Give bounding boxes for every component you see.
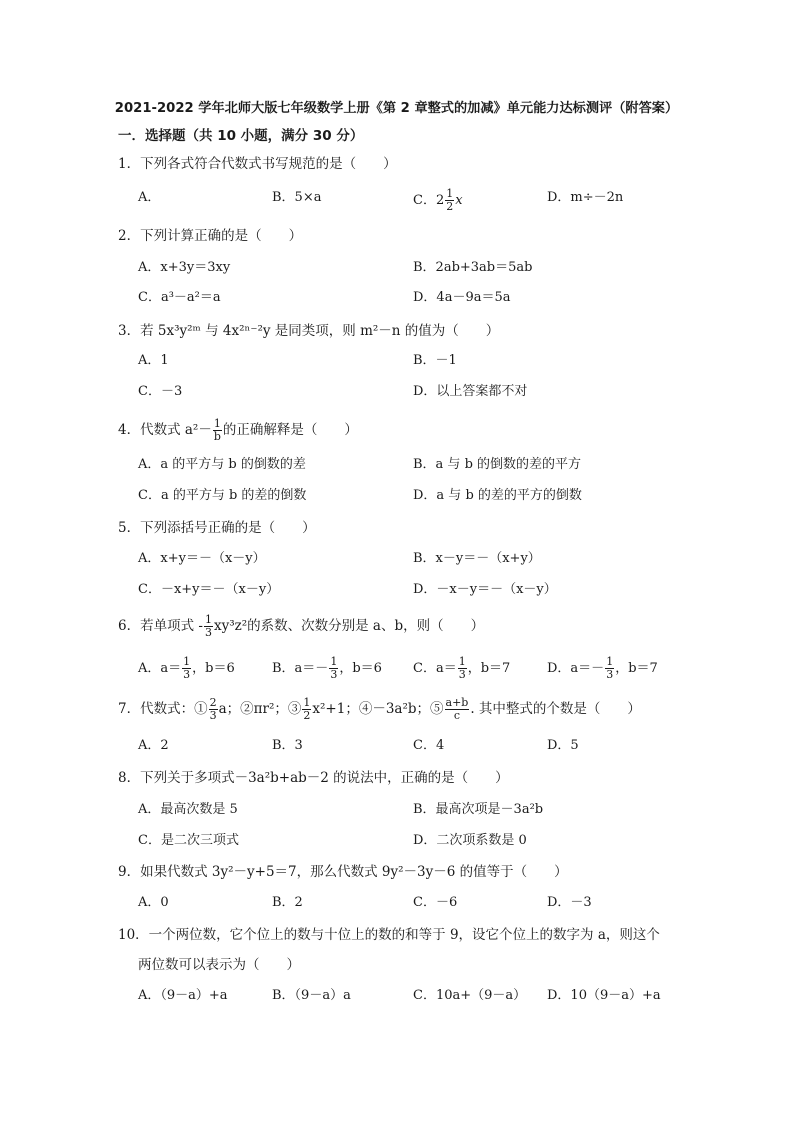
q5-option-a: A．x+y＝－（x－y） — [138, 551, 266, 566]
q10-option-b: B．（9－a）a — [272, 988, 351, 1003]
q6-option-a: A．a＝ $\frac{1}{3}$ ，b＝6 — [138, 655, 235, 681]
question-2-stem: 2．下列计算正确的是（ ） — [118, 228, 303, 244]
q6-option-c: C．a＝ $\frac{1}{3}$ ，b＝7 — [413, 655, 511, 681]
q1-option-b: B．5×a — [272, 190, 322, 205]
q5-option-d: D．－x－y＝－（x－y） — [413, 582, 557, 597]
question-1-stem: 1．下列各式符合代数式书写规范的是（ ） — [118, 156, 397, 172]
q6-option-d: D．a＝－ $\frac{1}{3}$ ，b＝7 — [547, 655, 658, 681]
q2-option-a: A．x+3y＝3xy — [138, 260, 231, 275]
q5-option-b: B．x－y＝－（x+y） — [413, 551, 541, 566]
q9-option-b: B．2 — [272, 895, 303, 910]
q3-option-a: A．1 — [138, 353, 169, 368]
question-9-stem: 9．如果代数式 3y²－y+5＝7，那么代数式 9y²－3y－6 的值等于（ ） — [118, 864, 568, 880]
q7-option-b: B．3 — [272, 738, 303, 753]
q4-option-d: D．a 与 b 的差的平方的倒数 — [413, 488, 582, 503]
q10-option-c: C．10a+（9－a） — [413, 988, 527, 1003]
q2-option-b: B．2ab+3ab＝5ab — [413, 260, 533, 275]
q2-option-d: D．4a－9a＝5a — [413, 290, 511, 305]
question-3-stem: 3．若 5x³y²ᵐ 与 4x²ⁿ⁻²y 是同类项，则 m²－n 的值为（ ） — [118, 323, 500, 339]
q3-option-d: D．以上答案都不对 — [413, 384, 528, 399]
q6-option-b: B．a＝－ $\frac{1}{3}$ ，b＝6 — [272, 655, 382, 681]
question-4-stem: 4．代数式 a²－ $\frac{1}{b}$ 的正确解释是（ ） — [118, 417, 358, 443]
question-10-stem-line2: 两位数可以表示为（ ） — [138, 957, 300, 973]
q9-option-a: A．0 — [138, 895, 169, 910]
question-7-stem: 7．代数式：① $\frac{2}{3}$ a；②πr²；③ $\frac{1}{2}$ x²+1；④－3a²b；⑤ $\frac{a+b}{c}$ . 其中整式的个数是（ ） — [118, 696, 641, 722]
q7-option-c: C．4 — [413, 738, 445, 753]
q4-option-b: B．a 与 b 的倒数的差的平方 — [413, 457, 582, 472]
q3-option-b: B．－1 — [413, 353, 457, 368]
q1-option-d: D．m÷－2n — [547, 190, 624, 205]
q3-option-c: C．－3 — [138, 384, 183, 399]
question-8-stem: 8．下列关于多项式－3a²b+ab－2 的说法中，正确的是（ ） — [118, 770, 509, 786]
question-6-stem: 6．若单项式 - $\frac{1}{3}$ xy³z²的系数、次数分别是 a、b，则（ ） — [118, 613, 485, 639]
q7-option-d: D．5 — [547, 738, 579, 753]
q2-option-c: C．a³－a²＝a — [138, 290, 221, 305]
q4-option-a: A．a 的平方与 b 的倒数的差 — [138, 457, 306, 472]
section-heading: 一．选择题（共 10 小题，满分 30 分） — [118, 128, 364, 144]
q1-option-c: C．2 $\frac{1}{2}$ x — [413, 187, 463, 213]
q8-option-c: C．是二次三项式 — [138, 833, 239, 848]
q5-option-c: C．－x+y＝－（x－y） — [138, 582, 280, 597]
q10-option-d: D．10（9－a）+a — [547, 988, 661, 1003]
q8-option-b: B．最高次项是－3a²b — [413, 802, 544, 817]
q1-option-a: A． — [138, 190, 161, 205]
q9-option-d: D．－3 — [547, 895, 592, 910]
q10-option-a: A．（9－a）+a — [138, 988, 228, 1003]
question-10-stem-line1: 10．一个两位数，它个位上的数与十位上的数的和等于 9，设它个位上的数字为 a，则这个 — [118, 927, 660, 943]
q4-option-c: C．a 的平方与 b 的差的倒数 — [138, 488, 307, 503]
q9-option-c: C．－6 — [413, 895, 458, 910]
document-title: 2021-2022 学年北师大版七年级数学上册《第 2 章整式的加减》单元能力达标测评（附答案） — [114, 101, 679, 116]
question-5-stem: 5．下列添括号正确的是（ ） — [118, 520, 316, 536]
q8-option-a: A．最高次数是 5 — [138, 802, 238, 817]
q7-option-a: A．2 — [138, 738, 169, 753]
q8-option-d: D．二次项系数是 0 — [413, 833, 527, 848]
